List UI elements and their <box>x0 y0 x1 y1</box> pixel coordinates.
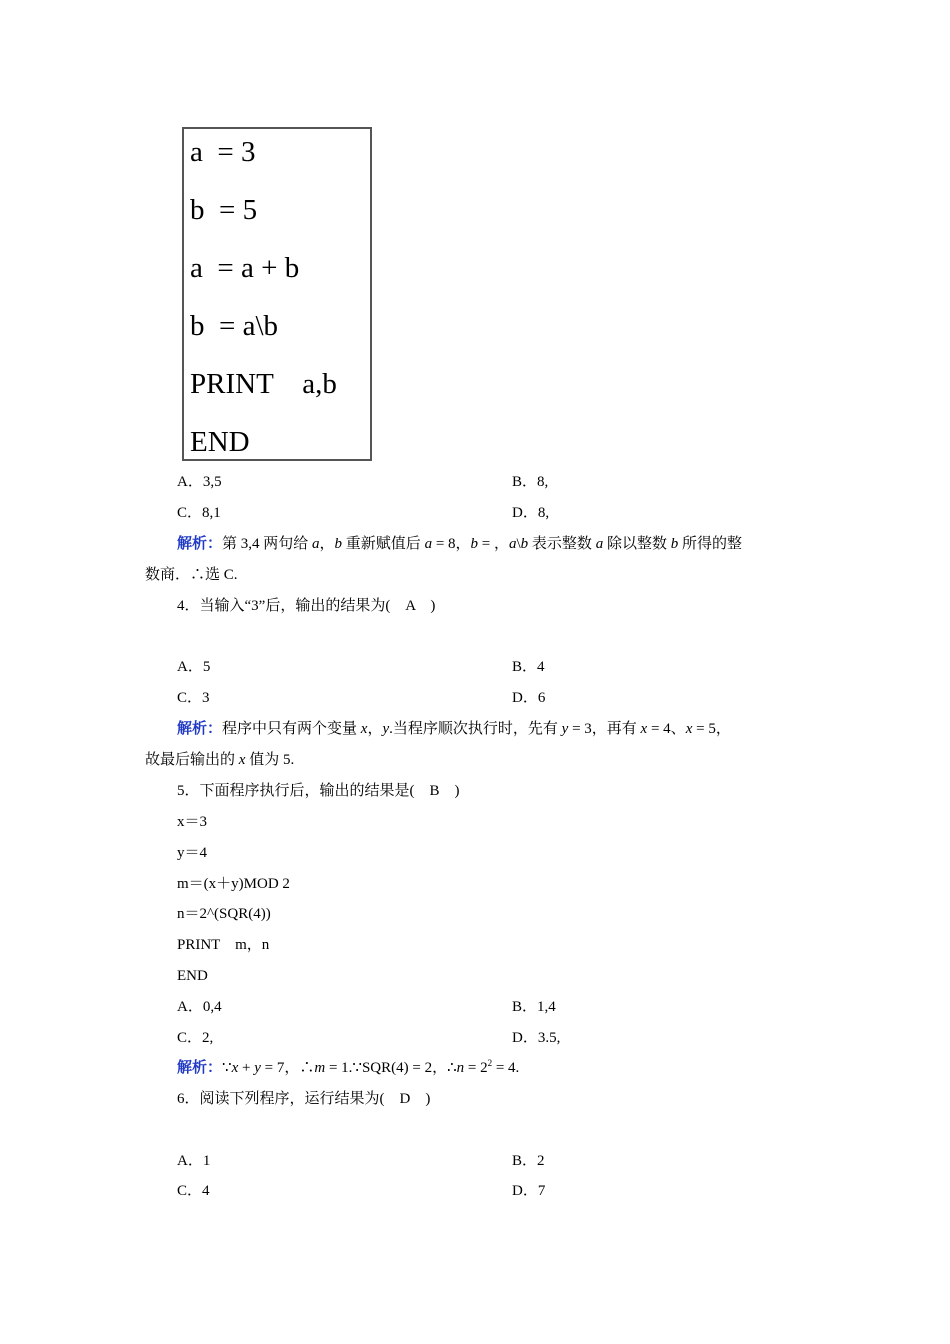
option-text: 8,1 <box>202 505 221 521</box>
math-variable: m <box>314 1060 326 1076</box>
math-variable: a <box>509 536 517 552</box>
math-variable: y <box>561 721 569 737</box>
q4-analysis <box>177 719 731 739</box>
q3-analysis <box>177 534 742 554</box>
text-segment: ， <box>367 721 383 737</box>
q6-stem: 6．阅读下列程序，运行结果为( D ) <box>177 1091 431 1107</box>
option-c: C．8,1 <box>177 505 221 521</box>
math-variable: y <box>382 721 390 737</box>
math-variable: a <box>424 536 433 552</box>
text-segment: 程序中只有两个变量 <box>222 721 361 737</box>
option-c: C．4 <box>177 1183 210 1199</box>
code-line: b = 5 <box>190 194 258 226</box>
option-text: 4 <box>202 1183 210 1199</box>
option-letter: D <box>512 1183 523 1199</box>
program-code-box <box>182 127 372 461</box>
text-segment: 值为 5. <box>245 752 295 768</box>
analysis-label: 解析： <box>177 1060 223 1076</box>
code-line: a = a + b <box>190 252 300 284</box>
option-b: B．2 <box>512 1153 545 1169</box>
text-segment: ， <box>319 536 335 552</box>
option-letter: B <box>512 999 523 1015</box>
option-letter: C <box>177 1183 188 1199</box>
text-segment: 所得的整 <box>678 536 742 552</box>
text-segment: \ <box>516 536 521 552</box>
q5-stem: 5．下面程序执行后，输出的结果是( B ) <box>177 783 460 799</box>
option-letter: A <box>177 1153 188 1169</box>
math-variable: a <box>312 536 320 552</box>
math-variable: b <box>670 536 679 552</box>
option-letter: C <box>177 505 188 521</box>
option-text: 7 <box>537 1183 546 1199</box>
option-d: D．6 <box>512 690 546 706</box>
text-segment: = 5， <box>692 721 731 737</box>
option-text: 3,5 <box>202 474 222 490</box>
text-segment: ∵ <box>222 1060 232 1076</box>
option-text: 2, <box>202 1030 214 1046</box>
text-segment: = 2 <box>464 1060 488 1076</box>
text-segment: = 3，再有 <box>568 721 641 737</box>
q3-analysis-cont: 数商．∴选 C. <box>145 567 238 583</box>
q4-analysis-cont <box>145 750 294 770</box>
code-line: a = 3 <box>190 136 256 168</box>
math-variable: x <box>685 721 693 737</box>
q5-code-line: PRINT m，n <box>177 937 270 953</box>
option-letter: C <box>177 690 188 706</box>
math-variable: x <box>640 721 648 737</box>
text-segment: = 7，∴ <box>260 1060 315 1076</box>
text-segment: 表示整数 <box>528 536 596 552</box>
option-text: 3.5, <box>537 1030 561 1046</box>
option-text: 8, <box>537 505 550 521</box>
q4-stem: 4．当输入“3”后，输出的结果为( A ) <box>177 598 436 614</box>
text-segment: 第 3,4 两句给 <box>222 536 313 552</box>
q5-code-line: END <box>177 968 208 984</box>
option-d: D．3.5, <box>512 1030 561 1046</box>
option-letter: B <box>512 659 523 675</box>
text-segment: 除以整数 <box>603 536 671 552</box>
option-letter: D <box>512 690 523 706</box>
text-segment: + <box>238 1060 255 1076</box>
analysis-label: 解析： <box>177 536 223 552</box>
option-letter: B <box>512 474 523 490</box>
math-variable: y <box>254 1060 261 1076</box>
option-text: 6 <box>537 690 546 706</box>
option-c: C．3 <box>177 690 210 706</box>
math-exponent: 2 <box>487 1058 493 1068</box>
text-segment: .当程序顺次执行时，先有 <box>389 721 562 737</box>
code-line: PRINT a,b <box>190 368 337 400</box>
text-segment: = 8， <box>432 536 471 552</box>
code-line: END <box>190 426 250 458</box>
option-text: 0,4 <box>202 999 222 1015</box>
analysis-text <box>222 721 731 737</box>
option-letter: A <box>177 999 188 1015</box>
option-b: B．1,4 <box>512 999 556 1015</box>
option-text: 5 <box>202 659 211 675</box>
math-variable: x <box>360 721 368 737</box>
option-text: 4 <box>537 659 545 675</box>
q5-code-line: n＝2^(SQR(4)) <box>177 906 271 922</box>
option-a: A．0,4 <box>177 999 222 1015</box>
text-segment: = 4、 <box>647 721 686 737</box>
option-text: 3 <box>202 690 210 706</box>
option-text: 8, <box>537 474 549 490</box>
math-variable: a <box>595 536 604 552</box>
option-letter: A <box>177 659 188 675</box>
analysis-text <box>222 536 742 552</box>
math-variable: n <box>456 1060 465 1076</box>
text-segment: = 1.∵SQR(4) = 2，∴ <box>325 1060 457 1076</box>
text-segment: 故最后输出的 <box>145 752 239 768</box>
option-a: A．5 <box>177 659 211 675</box>
option-text: 2 <box>537 1153 545 1169</box>
text-segment: 重新赋值后 <box>342 536 425 552</box>
option-b: B．8, <box>512 474 549 490</box>
option-letter: D <box>512 1030 523 1046</box>
math-variable: x <box>231 1060 239 1076</box>
math-variable: b <box>334 536 343 552</box>
option-text: 1 <box>202 1153 211 1169</box>
math-variable: x <box>238 752 246 768</box>
option-d: D．8, <box>512 505 550 521</box>
option-c: C．2, <box>177 1030 214 1046</box>
analysis-label: 解析： <box>177 721 223 737</box>
q5-analysis <box>177 1058 519 1078</box>
option-letter: B <box>512 1153 523 1169</box>
code-line: b = a\b <box>190 310 279 342</box>
q5-code-line: y＝4 <box>177 845 208 861</box>
option-text: 1,4 <box>537 999 556 1015</box>
option-d: D．7 <box>512 1183 546 1199</box>
option-a: A．3,5 <box>177 474 222 490</box>
q5-code-line: m＝(x＋y)MOD 2 <box>177 876 290 892</box>
math-variable: b <box>520 536 529 552</box>
q5-code-line: x＝3 <box>177 814 208 830</box>
option-a: A．1 <box>177 1153 211 1169</box>
text-segment: = ， <box>478 536 509 552</box>
option-letter: C <box>177 1030 188 1046</box>
text-segment: = 4. <box>492 1060 520 1076</box>
analysis-text <box>222 1060 519 1076</box>
option-letter: A <box>177 474 188 490</box>
option-b: B．4 <box>512 659 545 675</box>
option-letter: D <box>512 505 523 521</box>
math-variable: b <box>470 536 479 552</box>
